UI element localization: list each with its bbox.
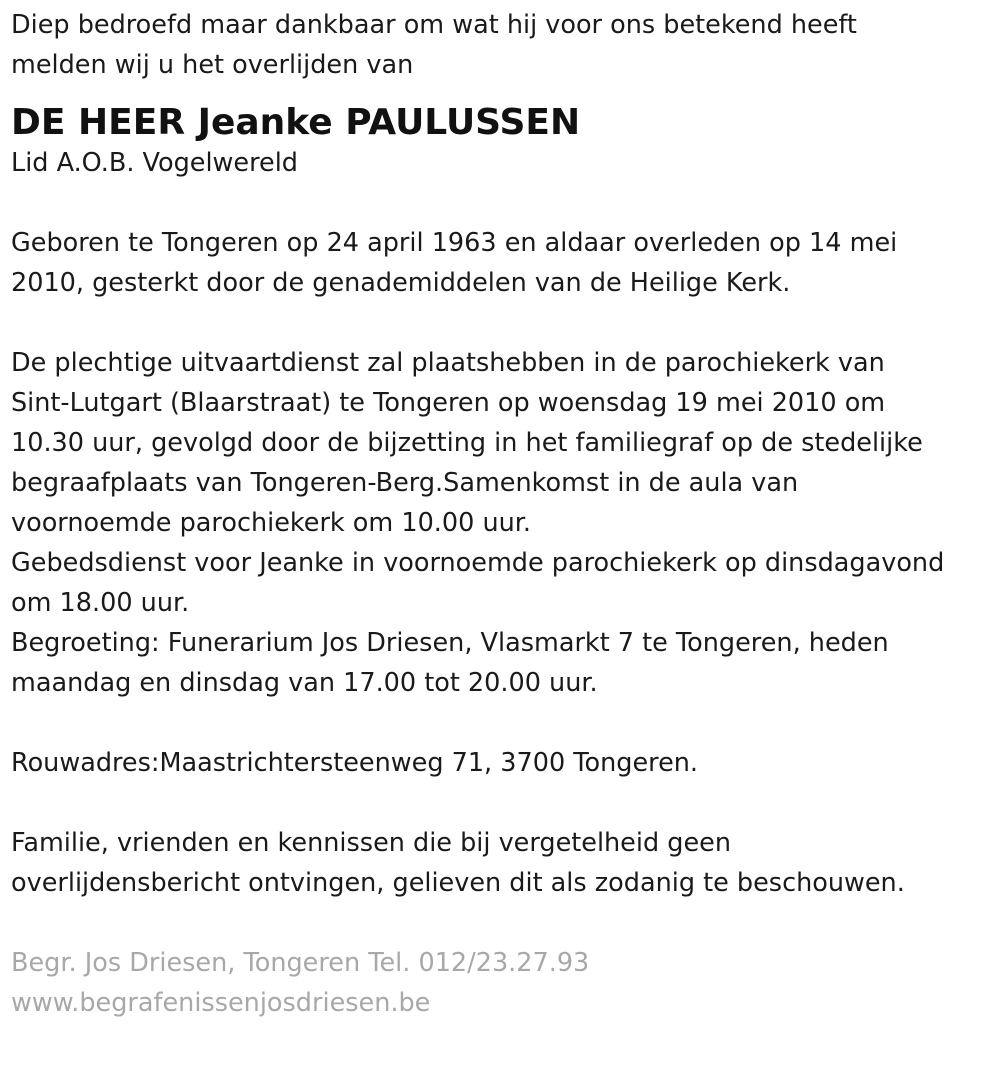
spacer <box>11 783 996 823</box>
deceased-affiliation: Lid A.O.B. Vogelwereld <box>11 148 298 178</box>
birth-death-text: Geboren te Tongeren op 24 april 1963 en aldaar overleden op 14 mei 2010, gesterkt door de genademiddelen van de Heilige Kerk. <box>11 228 898 298</box>
death-notice <box>11 5 996 1023</box>
website-line: www.begrafenissenjosdriesen.be <box>11 988 431 1018</box>
intro-text: Diep bedroefd maar dankbaar om wat hij voor ons betekend heeft melden wij u het overlijden van <box>11 10 857 80</box>
mourning-address-text: Rouwadres:Maastrichtersteenweg 71, 3700 Tongeren. <box>11 748 699 778</box>
spacer <box>11 183 996 223</box>
prayer-service-text: Gebedsdienst voor Jeanke in voornoemde parochiekerk op dinsdagavond om 18.00 uur. <box>11 548 945 618</box>
spacer <box>11 703 996 743</box>
closing-note-text: Familie, vrienden en kennissen die bij vergetelheid geen overlijdensbericht ontvingen, gelieven dit als zodanig te beschouwen. <box>11 828 905 898</box>
funeral-service-text: De plechtige uitvaartdienst zal plaatshebben in de parochiekerk van Sint-Lutgart (Blaarstraat) te Tongeren op woensdag 19 mei 2010 om 10.30 uur, gevolgd door de bijzetting in het familiegraf op de stedelijke begraafplaats van Tongeren-Berg.Samenkomst in de aula van voornoemde parochiekerk om 10.00 uur. <box>11 348 923 538</box>
condolence-visit-text: Begroeting: Funerarium Jos Driesen, Vlasmarkt 7 te Tongeren, heden maandag en dinsdag van 17.00 tot 20.00 uur. <box>11 628 889 698</box>
spacer <box>11 903 996 943</box>
undertaker-line: Begr. Jos Driesen, Tongeren Tel. 012/23.27.93 <box>11 948 590 978</box>
deceased-name: DE HEER Jeanke PAULUSSEN <box>11 102 581 143</box>
spacer <box>11 303 996 343</box>
